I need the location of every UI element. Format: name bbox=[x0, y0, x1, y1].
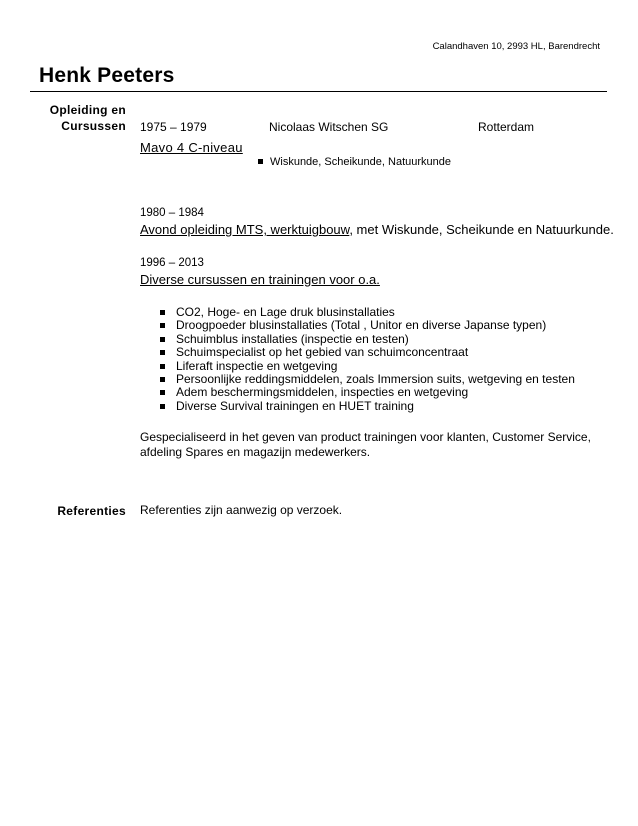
course-item bbox=[160, 319, 575, 332]
bullet-icon bbox=[258, 159, 263, 164]
course-text: Droogpoeder blusinstallaties (Total , Unitor en diverse Japanse typen) bbox=[176, 318, 547, 333]
section-label-line-1: Opleiding en bbox=[49, 103, 126, 117]
references-text: Referenties zijn aanwezig op verzoek. bbox=[140, 503, 343, 517]
course-text: Persoonlijke reddingsmiddelen, zoals Immersion suits, wetgeving en testen bbox=[176, 372, 575, 387]
entry1-years: 1975 – 1979 bbox=[140, 120, 207, 134]
entry2-title-rest: , met Wiskunde, Scheikunde en Natuurkunde. bbox=[349, 222, 614, 237]
bullet-icon bbox=[160, 364, 165, 369]
course-item bbox=[160, 333, 575, 346]
specialization-summary: Gespecialiseerd in het geven van product trainingen voor klanten, Customer Service, afdeling Spares en magazijn medewerkers. bbox=[140, 430, 591, 459]
bullet-icon bbox=[160, 404, 165, 409]
entry2-title bbox=[140, 222, 614, 237]
course-item bbox=[160, 386, 575, 399]
course-item bbox=[160, 400, 575, 413]
bullet-icon bbox=[160, 323, 165, 328]
course-item bbox=[160, 373, 575, 386]
section-label-references: Referenties bbox=[57, 504, 126, 518]
course-item bbox=[160, 346, 575, 359]
entry1-level: Mavo 4 C-niveau bbox=[140, 140, 243, 155]
course-item bbox=[160, 306, 575, 319]
bullet-icon bbox=[160, 390, 165, 395]
course-text: CO2, Hoge- en Lage druk blusinstallaties bbox=[176, 305, 395, 319]
course-text: Liferaft inspectie en wetgeving bbox=[176, 358, 338, 373]
bullet-icon bbox=[160, 350, 165, 355]
entry1-subjects: Wiskunde, Scheikunde, Natuurkunde bbox=[270, 156, 451, 168]
section-label-line-2: Cursussen bbox=[61, 119, 126, 133]
header-divider bbox=[30, 91, 607, 92]
bullet-icon bbox=[160, 337, 165, 342]
address: Calandhaven 10, 2993 HL, Barendrecht bbox=[432, 41, 600, 52]
bullet-icon bbox=[160, 310, 165, 315]
section-label-education bbox=[50, 102, 126, 134]
course-text: Schuimblus installaties (inspectie en testen) bbox=[176, 331, 409, 346]
entry3-title: Diverse cursussen en trainingen voor o.a. bbox=[140, 272, 380, 287]
entry3-years: 1996 – 2013 bbox=[140, 257, 204, 269]
bullet-icon bbox=[160, 377, 165, 382]
course-text: Adem beschermingsmiddelen, inspecties en wetgeving bbox=[176, 385, 469, 400]
course-item bbox=[160, 360, 575, 373]
entry2-years: 1980 – 1984 bbox=[140, 207, 204, 219]
entry1-school: Nicolaas Witschen SG bbox=[269, 120, 389, 134]
entry2-title-underlined: Avond opleiding MTS, werktuigbouw bbox=[140, 222, 350, 237]
entry1-city: Rotterdam bbox=[478, 120, 535, 134]
course-text: Schuimspecialist op het gebied van schuimconcentraat bbox=[176, 345, 469, 360]
entry1-subjects-item bbox=[258, 156, 451, 168]
course-list bbox=[160, 306, 575, 413]
person-name: Henk Peeters bbox=[39, 64, 175, 87]
course-text: Diverse Survival trainingen en HUET training bbox=[176, 398, 414, 413]
